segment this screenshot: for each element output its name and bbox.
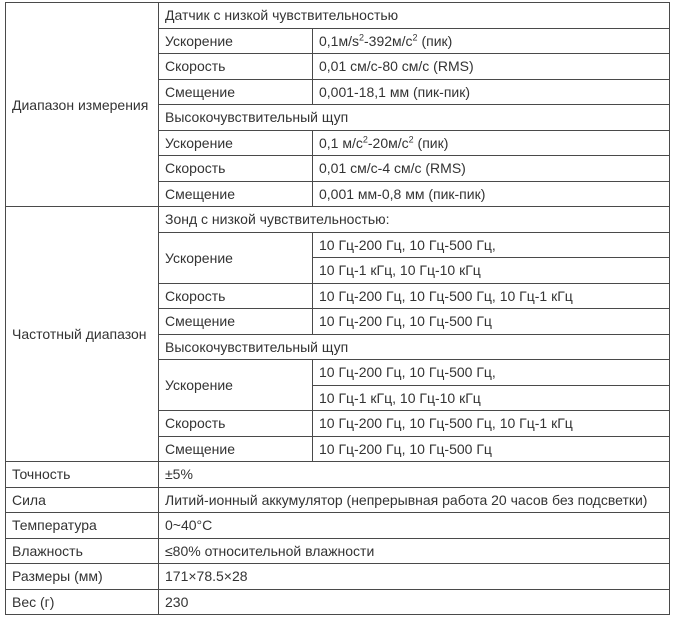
table-row [6, 3, 670, 29]
spec-name: Размеры (мм) [6, 564, 159, 590]
param-value: 10 Гц-200 Гц, 10 Гц-500 Гц, 10 Гц-1 кГц [313, 411, 670, 437]
spec-name: Вес (г) [6, 589, 159, 615]
param-name: Смещение [159, 309, 313, 335]
table-row [6, 487, 670, 513]
table-row [6, 207, 670, 233]
param-value: 10 Гц-200 Гц, 10 Гц-500 Гц, [313, 360, 670, 386]
param-value: 10 Гц-200 Гц, 10 Гц-500 Гц [313, 436, 670, 462]
param-value: 0,1 $м/с^2-20м/с^2$ (пик) [313, 130, 670, 156]
spec-value: 0~40°C [159, 513, 670, 539]
param-value: 0,01 см/с-80 см/с (RMS) [313, 54, 670, 80]
param-name: Скорость [159, 54, 313, 80]
param-value: 10 Гц-200 Гц, 10 Гц-500 Гц [313, 309, 670, 335]
spec-value: 171×78.5×28 [159, 564, 670, 590]
subsection-heading: Зонд с низкой чувствительностью: [159, 207, 670, 233]
spec-value: Литий-ионный аккумулятор (непрерывная работа 20 часов без подсветки) [159, 487, 670, 513]
param-name: Смещение [159, 79, 313, 105]
spec-name: Влажность [6, 538, 159, 564]
param-value: 10 Гц-200 Гц, 10 Гц-500 Гц, 10 Гц-1 кГц [313, 283, 670, 309]
section-label-measurement-range: Диапазон измерения [6, 3, 159, 207]
subsection-heading: Высокочувствительный щуп [159, 334, 670, 360]
spec-name: Сила [6, 487, 159, 513]
param-name: Скорость [159, 283, 313, 309]
subsection-heading: Датчик с низкой чувствительностью [159, 3, 670, 29]
param-name: Смещение [159, 181, 313, 207]
table-row [6, 589, 670, 615]
param-value: 0,001-18,1 мм (пик-пик) [313, 79, 670, 105]
param-value: $0,1м/s^2-392м/с^2$ (пик) [313, 28, 670, 54]
param-name: Ускорение [159, 130, 313, 156]
param-value: 10 Гц-200 Гц, 10 Гц-500 Гц, [313, 232, 670, 258]
table-row [6, 564, 670, 590]
param-name: Ускорение [159, 232, 313, 283]
spec-name: Точность [6, 462, 159, 488]
param-value: 10 Гц-1 кГц, 10 Гц-10 кГц [313, 258, 670, 284]
param-value: 0,001 мм-0,8 мм (пик-пик) [313, 181, 670, 207]
spec-value: 230 [159, 589, 670, 615]
table-row [6, 538, 670, 564]
param-name: Скорость [159, 156, 313, 182]
subsection-heading: Высокочувствительный щуп [159, 105, 670, 131]
param-name: Смещение [159, 436, 313, 462]
spec-table [5, 2, 670, 615]
param-value: 10 Гц-1 кГц, 10 Гц-10 кГц [313, 385, 670, 411]
table-row [6, 462, 670, 488]
table-row [6, 513, 670, 539]
param-name: Ускорение [159, 360, 313, 411]
param-name: Ускорение [159, 28, 313, 54]
section-label-frequency-range: Частотный диапазон [6, 207, 159, 462]
spec-value: ±5% [159, 462, 670, 488]
spec-name: Температура [6, 513, 159, 539]
spec-value: ≤80% относительной влажности [159, 538, 670, 564]
param-name: Скорость [159, 411, 313, 437]
param-value: 0,01 см/с-4 см/с (RMS) [313, 156, 670, 182]
